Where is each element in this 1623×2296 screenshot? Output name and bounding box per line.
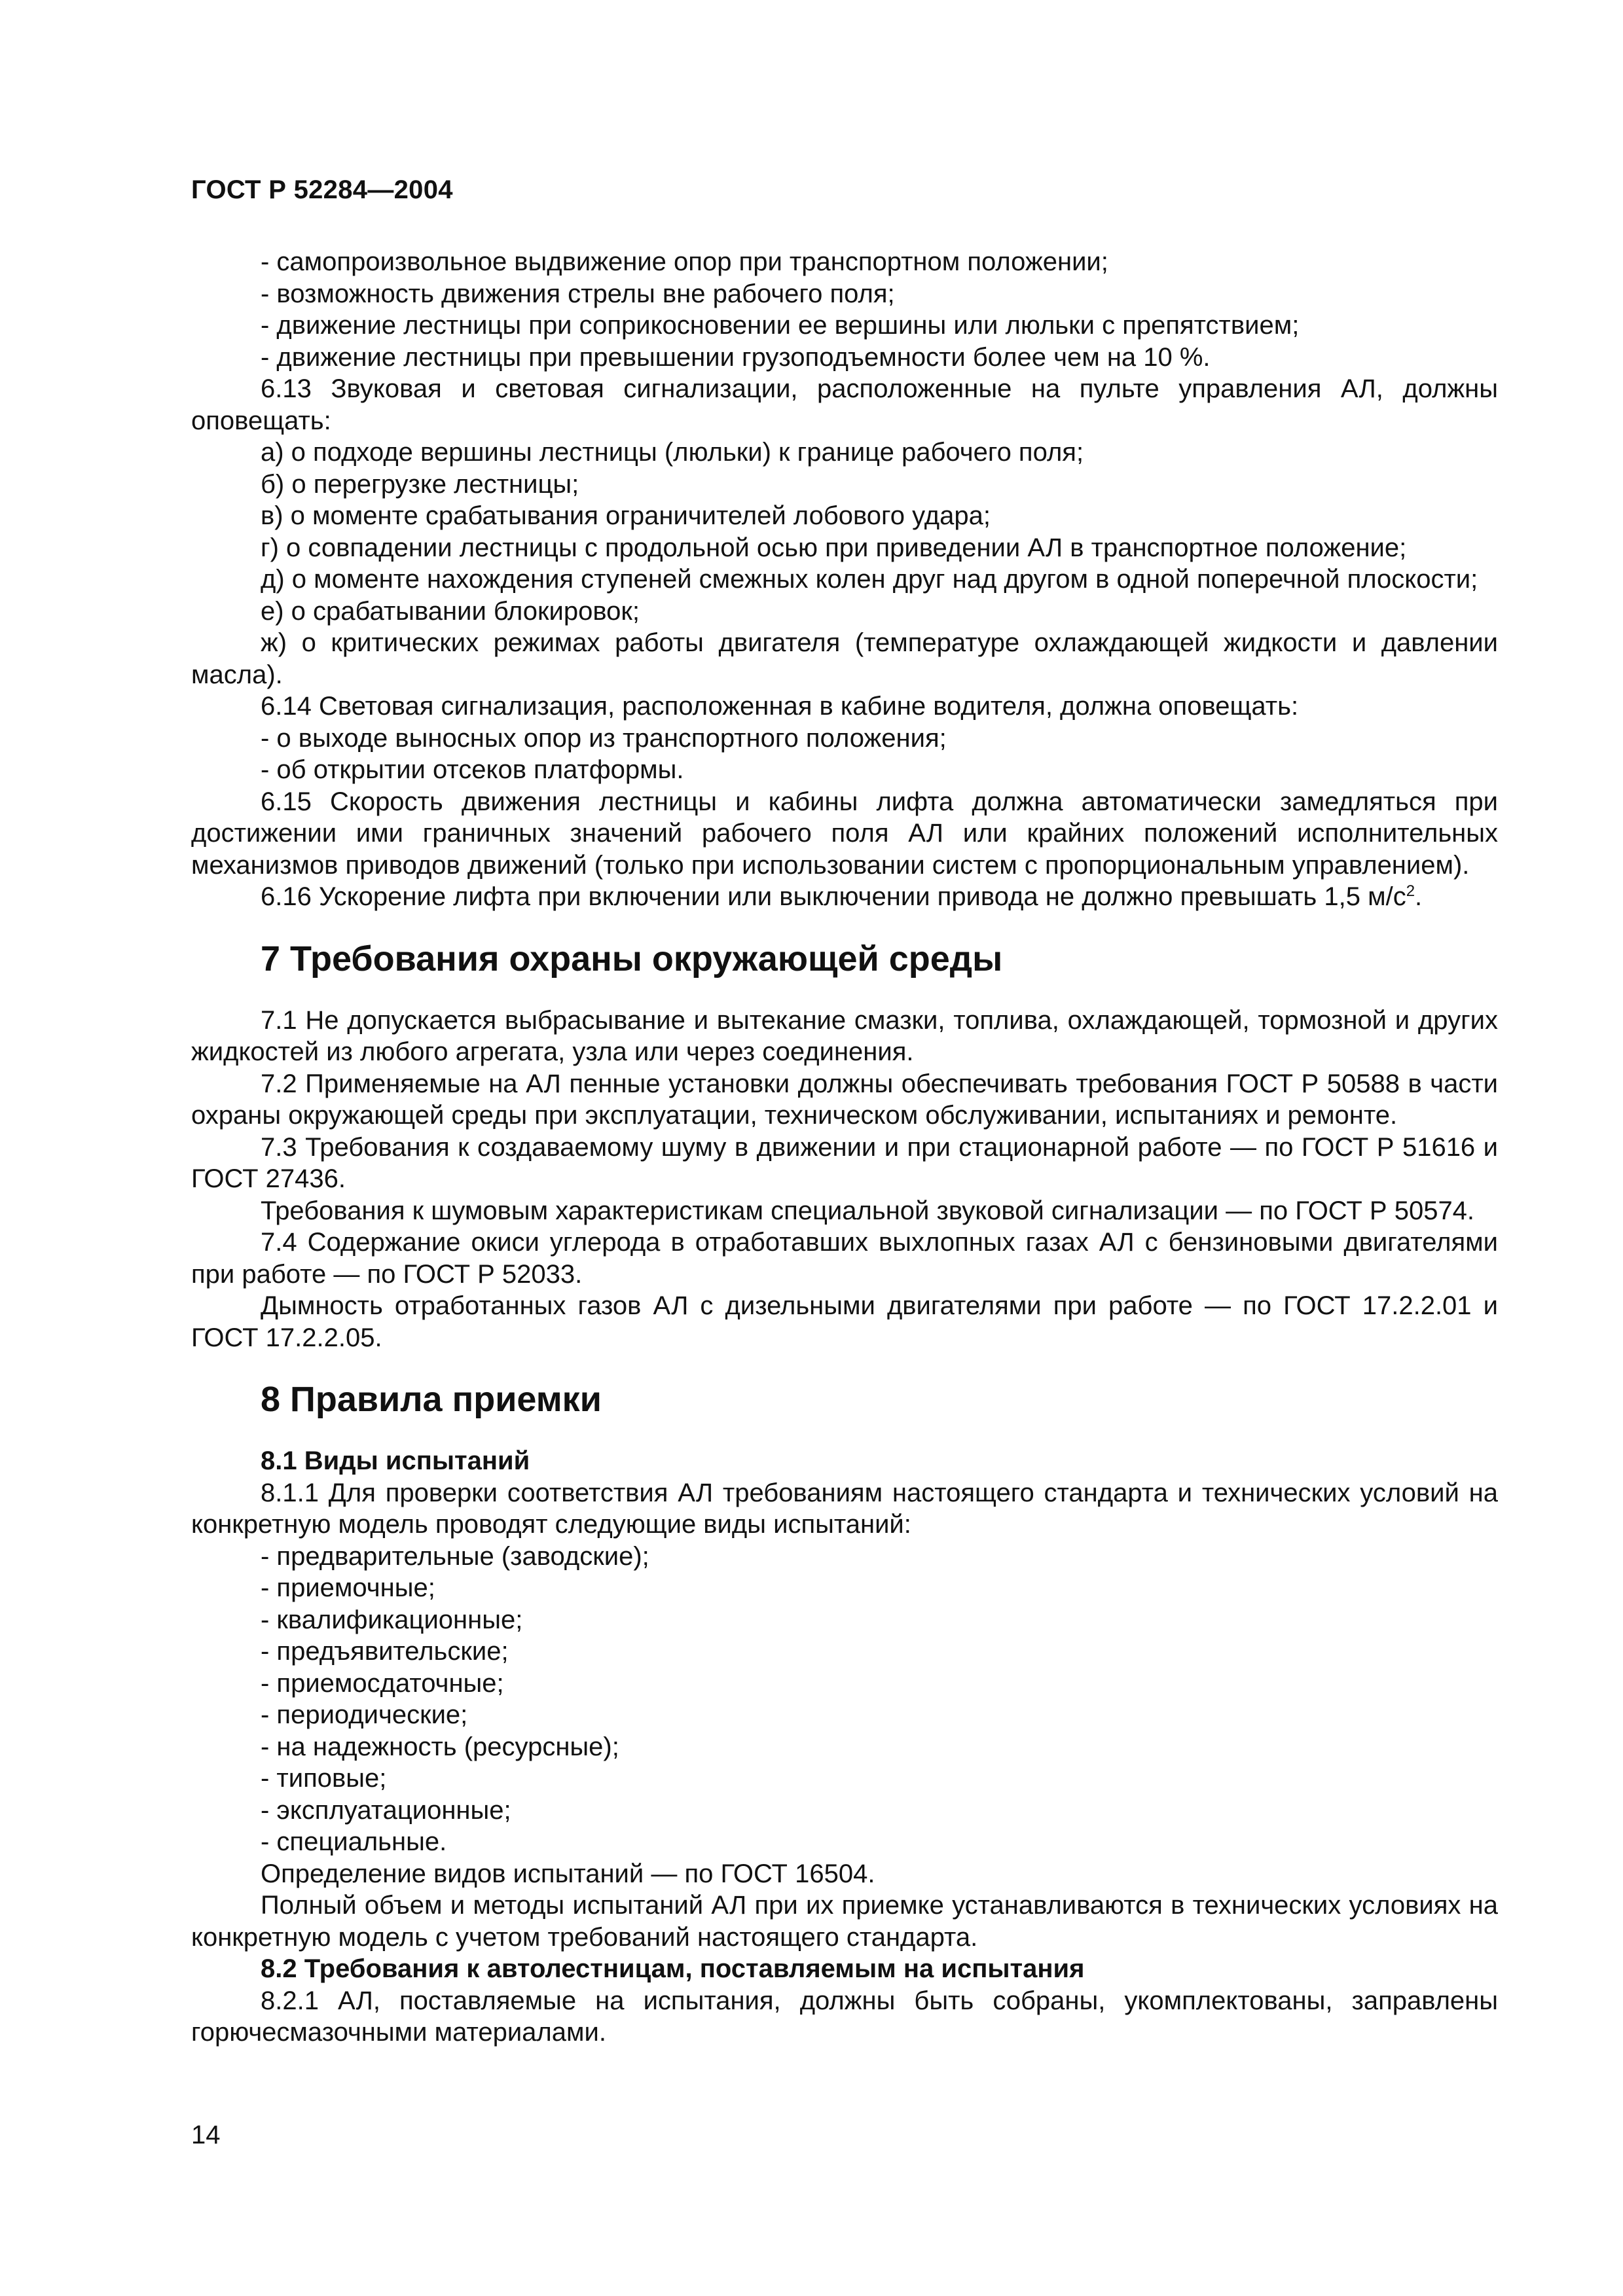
list-item: - предъявительские; xyxy=(261,1637,509,1666)
list-item: - квалификационные; xyxy=(261,1605,523,1634)
list-item: - на надежность (ресурсные); xyxy=(261,1732,619,1761)
list-item: а) о подходе вершины лестницы (люльки) к границе рабочего поля; xyxy=(261,438,1084,467)
list-item: - об открытии отсеков платформы. xyxy=(261,755,684,784)
paragraph-text: 6.16 Ускорение лифта при включении или выключении привода не должно превышать 1,5 м/с xyxy=(261,882,1406,911)
list-item: - движение лестницы при соприкосновении ее вершины или люльки с препятствием; xyxy=(261,311,1300,340)
list-item: - специальные. xyxy=(261,1827,447,1856)
page-number: 14 xyxy=(191,2121,221,2149)
list-item: Определение видов испытаний — по ГОСТ 16504. xyxy=(261,1859,875,1888)
list-item: г) о совпадении лестницы с продольной осью при приведении АЛ в транспортное положение; xyxy=(261,533,1407,562)
list-item: - возможность движения стрелы вне рабочего поля; xyxy=(261,279,895,308)
paragraph: Требования к шумовым характеристикам специальной звуковой сигнализации — по ГОСТ Р 50574. xyxy=(261,1196,1475,1225)
list-item: - о выходе выносных опор из транспортного положения; xyxy=(261,723,947,753)
paragraph: Полный объем и методы испытаний АЛ при их приемке устанавливаются в технических условиях на конкретную модель с учетом требований настоящего стандарта. xyxy=(191,1891,1498,1952)
list-item: д) о моменте нахождения ступеней смежных колен друг над другом в одной поперечной плоскости; xyxy=(261,565,1478,594)
list-item: - движение лестницы при превышении грузоподъемности более чем на 10 %. xyxy=(261,342,1211,372)
subsection-heading: 8.2 Требования к автолестницам, поставляемым на испытания xyxy=(261,1954,1085,1983)
list-item: - предварительные (заводские); xyxy=(261,1541,649,1571)
paragraph: 7.1 Не допускается выбрасывание и вытекание смазки, топлива, охлаждающей, тормозной и других жидкостей из любого агрегата, узла или через соединения. xyxy=(191,1005,1498,1066)
subsection-heading: 8.1 Виды испытаний xyxy=(261,1446,530,1475)
list-item: - приемосдаточные; xyxy=(261,1668,504,1698)
list-item: - самопроизвольное выдвижение опор при транспортном положении; xyxy=(261,247,1108,276)
paragraph: 6.15 Скорость движения лестницы и кабины лифта должна автоматически замедляться при достижении ими граничных значений рабочего поля АЛ или крайних положений исполнительных механизмов приводов движений (только при использовании систем с пропорциональным управлением). xyxy=(191,787,1498,880)
section-heading: 8 Правила приемки xyxy=(261,1380,602,1419)
paragraph-tail: . xyxy=(1415,882,1423,911)
list-item: е) о срабатывании блокировок; xyxy=(261,596,640,626)
paragraph xyxy=(191,881,1498,913)
paragraph: 6.14 Световая сигнализация, расположенная в кабине водителя, должна оповещать: xyxy=(261,692,1299,721)
list-item: - приемочные; xyxy=(261,1573,435,1602)
list-item: в) о моменте срабатывания ограничителей лобового удара; xyxy=(261,501,991,530)
section-heading: 7 Требования охраны окружающей среды xyxy=(261,939,1003,978)
list-item: - типовые; xyxy=(261,1764,387,1793)
list-item: - периодические; xyxy=(261,1700,468,1729)
paragraph: 7.3 Требования к создаваемому шуму в движении и при стационарной работе — по ГОСТ Р 51616 и ГОСТ 27436. xyxy=(191,1132,1498,1193)
paragraph: 8.2.1 АЛ, поставляемые на испытания, должны быть собраны, укомплектованы, заправлены горючесмазочными материалами. xyxy=(191,1986,1498,2047)
paragraph: 8.1.1 Для проверки соответствия АЛ требованиям настоящего стандарта и технических условий на конкретную модель проводят следующие виды испытаний: xyxy=(191,1478,1498,1539)
paragraph: 6.13 Звуковая и световая сигнализации, расположенные на пульте управления АЛ, должны оповещать: xyxy=(191,374,1498,435)
paragraph: 7.2 Применяемые на АЛ пенные установки должны обеспечивать требования ГОСТ Р 50588 в части охраны окружающей среды при эксплуатации, техническом обслуживании, испытаниях и ремонте. xyxy=(191,1069,1498,1130)
paragraph: Дымность отработанных газов АЛ с дизельными двигателями при работе — по ГОСТ 17.2.2.01 и ГОСТ 17.2.2.05. xyxy=(191,1291,1498,1352)
list-item: - эксплуатационные; xyxy=(261,1795,511,1825)
paragraph: ж) о критических режимах работы двигателя (температуре охлаждающей жидкости и давлении масла). xyxy=(191,628,1498,689)
list-item: б) о перегрузке лестницы; xyxy=(261,469,579,499)
superscript: 2 xyxy=(1406,882,1415,900)
page-header: ГОСТ Р 52284—2004 xyxy=(191,175,453,204)
document-body xyxy=(191,246,1498,2049)
paragraph: 7.4 Содержание окиси углерода в отработавших выхлопных газах АЛ с бензиновыми двигателями при работе — по ГОСТ Р 52033. xyxy=(191,1228,1498,1289)
